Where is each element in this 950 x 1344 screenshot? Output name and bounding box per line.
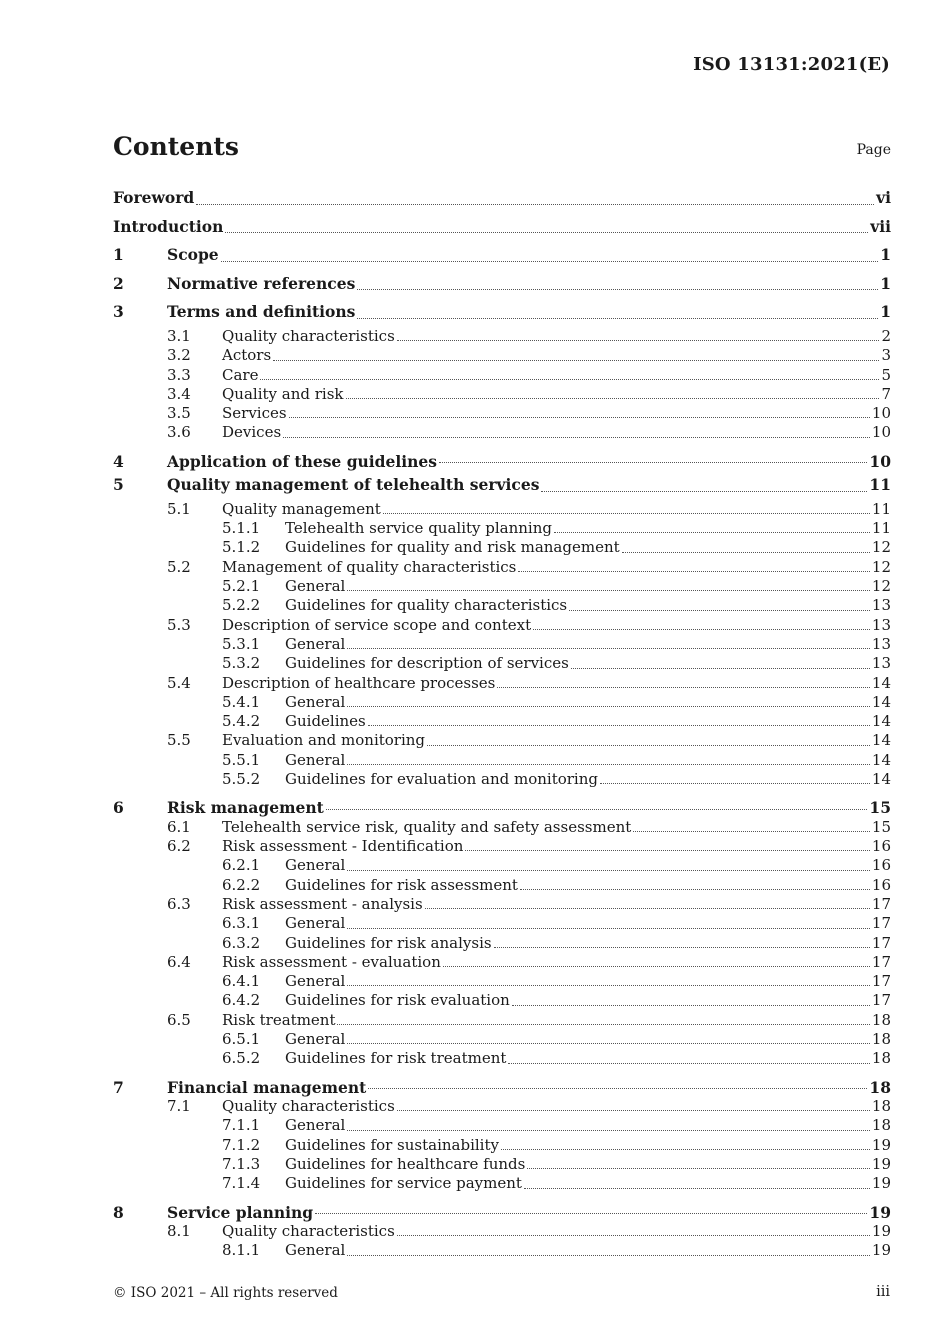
toc-entry-page: 18	[869, 1077, 891, 1097]
toc-dot-leader	[368, 724, 870, 726]
toc-entry-number: 5	[113, 475, 124, 495]
toc-entry-title[interactable]: Risk assessment - analysis	[222, 894, 423, 913]
toc-entry[interactable]	[113, 876, 891, 895]
toc-dot-leader	[397, 1234, 870, 1236]
toc-entry-title[interactable]: Description of healthcare processes	[222, 673, 496, 692]
toc-entry-title[interactable]: Description of service scope and context	[222, 615, 532, 634]
toc-entry-page: 3	[881, 346, 891, 365]
toc-entry-number: 7.1.3	[222, 1155, 261, 1174]
toc-dot-leader	[315, 1212, 867, 1214]
toc-entry-title[interactable]: Evaluation and monitoring	[222, 731, 426, 750]
toc-entry-page: 17	[871, 991, 891, 1010]
toc-entry-title[interactable]: Guidelines for quality characteristics	[285, 596, 568, 615]
toc-entry-title[interactable]: Risk assessment - evaluation	[222, 952, 441, 971]
toc-entry-title[interactable]: General	[285, 577, 346, 596]
toc-dot-leader	[260, 378, 879, 380]
toc-entry-number: 1	[113, 245, 124, 265]
toc-entry-number: 7.1	[167, 1097, 191, 1116]
toc-entry-title[interactable]: General	[285, 1116, 346, 1135]
toc-entry-title[interactable]: Application of these guidelines	[167, 451, 438, 471]
toc-entry-number: 4	[113, 451, 124, 471]
toc-entry[interactable]	[113, 1030, 891, 1049]
toc-dot-leader	[347, 1042, 870, 1044]
toc-entry-title[interactable]: Risk treatment	[222, 1010, 336, 1029]
toc-entry-page: 10	[869, 451, 891, 471]
toc-dot-leader	[633, 830, 870, 832]
toc-entry[interactable]	[113, 914, 891, 933]
toc-entry-title[interactable]: Risk assessment - Identification	[222, 837, 464, 856]
toc-entry-number: 5.2.2	[222, 596, 261, 615]
toc-entry-title[interactable]: Devices	[222, 423, 282, 442]
toc-dot-leader	[221, 260, 879, 262]
toc-entry[interactable]	[113, 1203, 891, 1223]
toc-entry-page: 17	[871, 952, 891, 971]
toc-entry-page: 19	[871, 1174, 891, 1193]
toc-entry[interactable]	[113, 519, 891, 538]
toc-dot-leader	[397, 1109, 870, 1111]
toc-entry[interactable]	[113, 298, 891, 327]
toc-entry-title[interactable]: Risk management	[167, 798, 324, 818]
toc-entry[interactable]	[113, 558, 891, 577]
toc-entry-title[interactable]: Services	[222, 404, 287, 423]
toc-entry-title[interactable]: Scope	[167, 245, 219, 265]
toc-entry-page: 10	[871, 404, 891, 423]
toc-entry-title[interactable]: General	[285, 1030, 346, 1049]
toc-entry[interactable]	[113, 385, 891, 404]
toc-dot-leader	[520, 888, 870, 890]
toc-dot-leader	[541, 490, 867, 492]
toc-dot-leader	[273, 359, 879, 361]
toc-dot-leader	[357, 288, 878, 290]
toc-entry[interactable]	[113, 731, 891, 750]
toc-entry-title[interactable]: Guidelines for evaluation and monitoring	[285, 770, 598, 788]
toc-entry-page: 11	[869, 475, 891, 495]
toc-entry-number: 6	[113, 798, 124, 818]
toc-entry-page: vii	[870, 216, 891, 236]
toc-entry-title[interactable]: General	[285, 856, 346, 875]
toc-entry-number: 6.4.2	[222, 991, 261, 1010]
toc-entry-number: 5.4.1	[222, 692, 261, 711]
toc-entry[interactable]	[113, 1222, 891, 1241]
toc-dot-leader	[283, 436, 870, 438]
toc-entry-page: 1	[880, 302, 891, 322]
toc-dot-leader	[622, 551, 870, 553]
toc-entry-number: 5.2.1	[222, 577, 261, 596]
toc-entry-number: 2	[113, 273, 124, 293]
toc-entry-title[interactable]: Quality characteristics	[222, 1222, 395, 1241]
toc-dot-leader	[347, 984, 870, 986]
toc-entry-page: 18	[871, 1049, 891, 1068]
toc-entry-page: 19	[871, 1135, 891, 1154]
toc-dot-leader	[533, 628, 870, 630]
toc-dot-leader	[443, 965, 870, 967]
toc-entry-title[interactable]: Guidelines	[285, 712, 366, 731]
toc-dot-leader	[439, 461, 867, 463]
toc-entry-page: 18	[871, 1116, 891, 1135]
toc-entry[interactable]	[113, 972, 891, 991]
toc-entry[interactable]	[113, 895, 891, 914]
toc-entry-number: 5.1.2	[222, 538, 261, 557]
toc-entry-page: 17	[871, 914, 891, 933]
toc-entry[interactable]	[113, 423, 891, 442]
toc-entry-title[interactable]: Telehealth service risk, quality and safety assessment	[222, 817, 632, 836]
toc-entry-number: 3.5	[167, 404, 191, 423]
toc-entry[interactable]	[113, 452, 891, 472]
toc-entry[interactable]	[113, 577, 891, 596]
toc-entry[interactable]	[113, 327, 891, 346]
toc-entry-page: 19	[871, 1241, 891, 1260]
toc-entry-page: 13	[871, 596, 891, 615]
toc-entry-title[interactable]: Terms and definitions	[167, 302, 356, 322]
toc-entry-title[interactable]: Guidelines for risk assessment	[285, 875, 518, 894]
toc-entry-number: 8.1.1	[222, 1241, 261, 1260]
toc-entry-title[interactable]: Foreword	[113, 188, 195, 207]
toc-entry[interactable]	[113, 1136, 891, 1155]
toc-entry-number: 3.2	[167, 346, 191, 365]
toc-entry-title[interactable]: General	[285, 750, 346, 769]
toc-entry-title[interactable]: General	[285, 972, 346, 991]
toc-entry-title[interactable]: Guidelines for risk treatment	[285, 1049, 507, 1068]
toc-dot-leader	[368, 1087, 867, 1089]
toc-entry-title[interactable]: General	[285, 914, 346, 933]
toc-entry-page: 19	[869, 1202, 891, 1222]
toc-entry[interactable]	[113, 270, 891, 299]
toc-entry-page: 18	[871, 1010, 891, 1029]
toc-entry-number: 6.2	[167, 837, 191, 856]
toc-dot-leader	[347, 869, 870, 871]
toc-entry-title[interactable]: Introduction	[113, 216, 224, 236]
toc-entry-title[interactable]: Care	[222, 365, 259, 384]
toc-entry-page: 19	[871, 1222, 891, 1241]
toc-entry[interactable]	[113, 953, 891, 972]
toc-entry-page: 18	[871, 1030, 891, 1049]
toc-entry-number: 7.1.4	[222, 1174, 261, 1193]
toc-entry-page: 15	[869, 798, 891, 818]
toc-entry-page: 16	[871, 856, 891, 875]
toc-dot-leader	[225, 231, 868, 233]
toc-entry[interactable]	[113, 837, 891, 856]
table-of-contents	[113, 184, 891, 1261]
toc-entry-title[interactable]: Management of quality characteristics	[222, 557, 517, 576]
toc-entry-page: 11	[871, 499, 891, 518]
toc-entry-title[interactable]: Guidelines for description of services	[285, 654, 569, 673]
toc-dot-leader	[508, 1062, 870, 1064]
toc-entry[interactable]	[113, 991, 891, 1010]
toc-entry-title[interactable]: Guidelines for quality and risk management	[285, 538, 620, 557]
toc-entry-number: 5.1	[167, 499, 191, 518]
toc-entry-page: 13	[871, 654, 891, 673]
toc-entry-number: 5.2	[167, 557, 191, 576]
toc-entry-title[interactable]: Guidelines for healthcare funds	[285, 1155, 526, 1174]
toc-entry-number: 8	[113, 1202, 124, 1222]
toc-entry-title[interactable]: Guidelines for risk analysis	[285, 933, 492, 952]
toc-dot-leader	[383, 512, 870, 514]
toc-entry-number: 6.2.1	[222, 856, 261, 875]
toc-dot-leader	[494, 946, 870, 948]
toc-dot-leader	[397, 339, 880, 341]
document-id: ISO 13131:2021(E)	[693, 54, 890, 75]
toc-entry-title[interactable]: Quality and risk	[222, 384, 344, 403]
toc-dot-leader	[518, 570, 870, 572]
toc-entry[interactable]	[113, 856, 891, 875]
toc-entry[interactable]	[113, 596, 891, 615]
toc-entry-title[interactable]: Quality management	[222, 499, 381, 518]
toc-entry-page: 5	[881, 365, 891, 384]
toc-entry[interactable]	[113, 1174, 891, 1193]
toc-entry-number: 3.3	[167, 365, 191, 384]
toc-dot-leader	[347, 1129, 870, 1131]
toc-entry-page: 16	[871, 875, 891, 894]
toc-entry[interactable]	[113, 616, 891, 635]
toc-entry[interactable]	[113, 934, 891, 953]
toc-dot-leader	[425, 907, 870, 909]
toc-entry[interactable]	[113, 1241, 891, 1260]
toc-entry-title[interactable]: Guidelines for service payment	[285, 1174, 522, 1193]
toc-entry[interactable]	[113, 538, 891, 557]
toc-dot-leader	[497, 686, 870, 688]
toc-entry[interactable]	[113, 770, 891, 789]
toc-entry-page: 14	[871, 692, 891, 711]
toc-dot-leader	[346, 397, 880, 399]
toc-dot-leader	[527, 1167, 870, 1169]
toc-entry-number: 3.4	[167, 384, 191, 403]
toc-dot-leader	[196, 203, 874, 205]
toc-dot-leader	[347, 589, 870, 591]
toc-dot-leader	[427, 744, 870, 746]
toc-entry-page: 7	[881, 384, 891, 403]
toc-entry-number: 5.5.1	[222, 750, 261, 769]
toc-entry-title[interactable]: Service planning	[167, 1202, 314, 1222]
toc-entry-number: 7.1.1	[222, 1116, 261, 1135]
toc-entry-page: 1	[880, 273, 891, 293]
toc-entry-number: 3	[113, 302, 124, 322]
toc-entry-number: 6.2.2	[222, 875, 261, 894]
toc-dot-leader	[337, 1023, 869, 1025]
toc-entry[interactable]	[113, 404, 891, 423]
toc-entry-page: 10	[871, 423, 891, 442]
toc-dot-leader	[347, 705, 870, 707]
toc-entry[interactable]	[113, 693, 891, 712]
toc-dot-leader	[347, 763, 870, 765]
toc-entry-title[interactable]: Telehealth service quality planning	[285, 519, 552, 538]
toc-entry[interactable]	[113, 818, 891, 837]
toc-entry[interactable]	[113, 1097, 891, 1116]
toc-entry-number: 5.4	[167, 673, 191, 692]
toc-entry[interactable]	[113, 366, 891, 385]
toc-entry-number: 5.3.2	[222, 654, 261, 673]
toc-entry-title[interactable]: Quality characteristics	[222, 326, 395, 345]
toc-entry-number: 6.1	[167, 817, 191, 836]
toc-entry[interactable]	[113, 712, 891, 731]
toc-entry-title[interactable]: Quality management of telehealth services	[167, 475, 540, 495]
toc-entry-page: 18	[871, 1097, 891, 1116]
toc-entry-number: 6.4.1	[222, 972, 261, 991]
toc-dot-leader	[347, 647, 870, 649]
toc-entry-number: 6.3	[167, 894, 191, 913]
toc-entry-number: 5.3	[167, 615, 191, 634]
footer-page-number: iii	[876, 1284, 890, 1300]
toc-entry-page: 17	[871, 972, 891, 991]
toc-entry-title[interactable]: Guidelines for risk evaluation	[285, 991, 510, 1010]
toc-entry-number: 6.5	[167, 1010, 191, 1029]
toc-entry-page: 13	[871, 615, 891, 634]
toc-entry-page: 12	[871, 557, 891, 576]
toc-dot-leader	[569, 609, 870, 611]
toc-entry[interactable]	[113, 751, 891, 770]
toc-entry-number: 5.5.2	[222, 770, 261, 788]
toc-entry[interactable]	[113, 674, 891, 693]
toc-entry[interactable]	[113, 471, 891, 500]
toc-entry-page: 14	[871, 770, 891, 788]
toc-entry-page: 12	[871, 577, 891, 596]
toc-entry[interactable]	[113, 1155, 891, 1174]
toc-entry-page: 17	[871, 894, 891, 913]
page-column-label: Page	[856, 142, 891, 158]
toc-entry[interactable]	[113, 241, 891, 270]
toc-dot-leader	[524, 1187, 870, 1189]
toc-entry-page: 16	[871, 837, 891, 856]
toc-entry[interactable]	[113, 1116, 891, 1135]
toc-dot-leader	[357, 317, 878, 319]
toc-entry[interactable]	[113, 1011, 891, 1030]
toc-entry-number: 7.1.2	[222, 1135, 261, 1154]
toc-entry-page: vi	[876, 188, 891, 207]
toc-entry-title[interactable]: General	[285, 692, 346, 711]
footer-copyright: © ISO 2021 – All rights reserved	[113, 1285, 338, 1301]
toc-entry-page: 11	[871, 519, 891, 538]
toc-entry-number: 6.3.2	[222, 933, 261, 952]
toc-entry-page: 14	[871, 673, 891, 692]
toc-entry[interactable]	[113, 184, 891, 213]
toc-entry-number: 3.6	[167, 423, 191, 442]
toc-dot-leader	[347, 927, 870, 929]
toc-entry-title[interactable]: General	[285, 634, 346, 653]
toc-entry-title[interactable]: Actors	[222, 346, 272, 365]
toc-entry-number: 3.1	[167, 326, 191, 345]
toc-entry[interactable]	[113, 654, 891, 673]
toc-dot-leader	[465, 849, 870, 851]
toc-entry-number: 7	[113, 1077, 124, 1097]
toc-entry-page: 19	[871, 1155, 891, 1174]
toc-entry-number: 6.5.2	[222, 1049, 261, 1068]
toc-entry-number: 5.4.2	[222, 712, 261, 731]
toc-entry-number: 5.3.1	[222, 634, 261, 653]
contents-title: Contents	[113, 132, 240, 161]
toc-entry-number: 6.3.1	[222, 914, 261, 933]
toc-dot-leader	[600, 782, 870, 784]
toc-entry[interactable]	[113, 1049, 891, 1068]
toc-entry-number: 5.1.1	[222, 519, 261, 538]
toc-entry-page: 14	[871, 750, 891, 769]
toc-entry-page: 14	[871, 731, 891, 750]
toc-entry-page: 1	[880, 245, 891, 265]
toc-entry-title[interactable]: Normative references	[167, 273, 356, 293]
toc-entry-page: 13	[871, 634, 891, 653]
toc-entry-number: 5.5	[167, 731, 191, 750]
toc-entry-title[interactable]: Guidelines for sustainability	[285, 1135, 499, 1154]
toc-entry-title[interactable]: General	[285, 1241, 346, 1260]
toc-dot-leader	[347, 1254, 870, 1256]
toc-dot-leader	[512, 1004, 870, 1006]
toc-dot-leader	[571, 667, 870, 669]
toc-entry[interactable]	[113, 500, 891, 519]
toc-entry-page: 17	[871, 933, 891, 952]
toc-entry-title[interactable]: Quality characteristics	[222, 1097, 395, 1116]
toc-entry-page: 12	[871, 538, 891, 557]
toc-entry-title[interactable]: Financial management	[167, 1077, 367, 1097]
toc-dot-leader	[326, 808, 868, 810]
toc-dot-leader	[501, 1148, 870, 1150]
toc-entry-page: 15	[871, 817, 891, 836]
toc-entry[interactable]	[113, 1078, 891, 1098]
toc-entry[interactable]	[113, 798, 891, 818]
toc-entry-page: 14	[871, 712, 891, 731]
toc-dot-leader	[289, 416, 870, 418]
toc-entry[interactable]	[113, 213, 891, 242]
toc-entry[interactable]	[113, 346, 891, 365]
toc-entry-number: 8.1	[167, 1222, 191, 1241]
toc-dot-leader	[554, 531, 870, 533]
toc-entry[interactable]	[113, 635, 891, 654]
toc-entry-page: 2	[881, 326, 891, 345]
toc-entry-number: 6.4	[167, 952, 191, 971]
toc-entry-number: 6.5.1	[222, 1030, 261, 1049]
